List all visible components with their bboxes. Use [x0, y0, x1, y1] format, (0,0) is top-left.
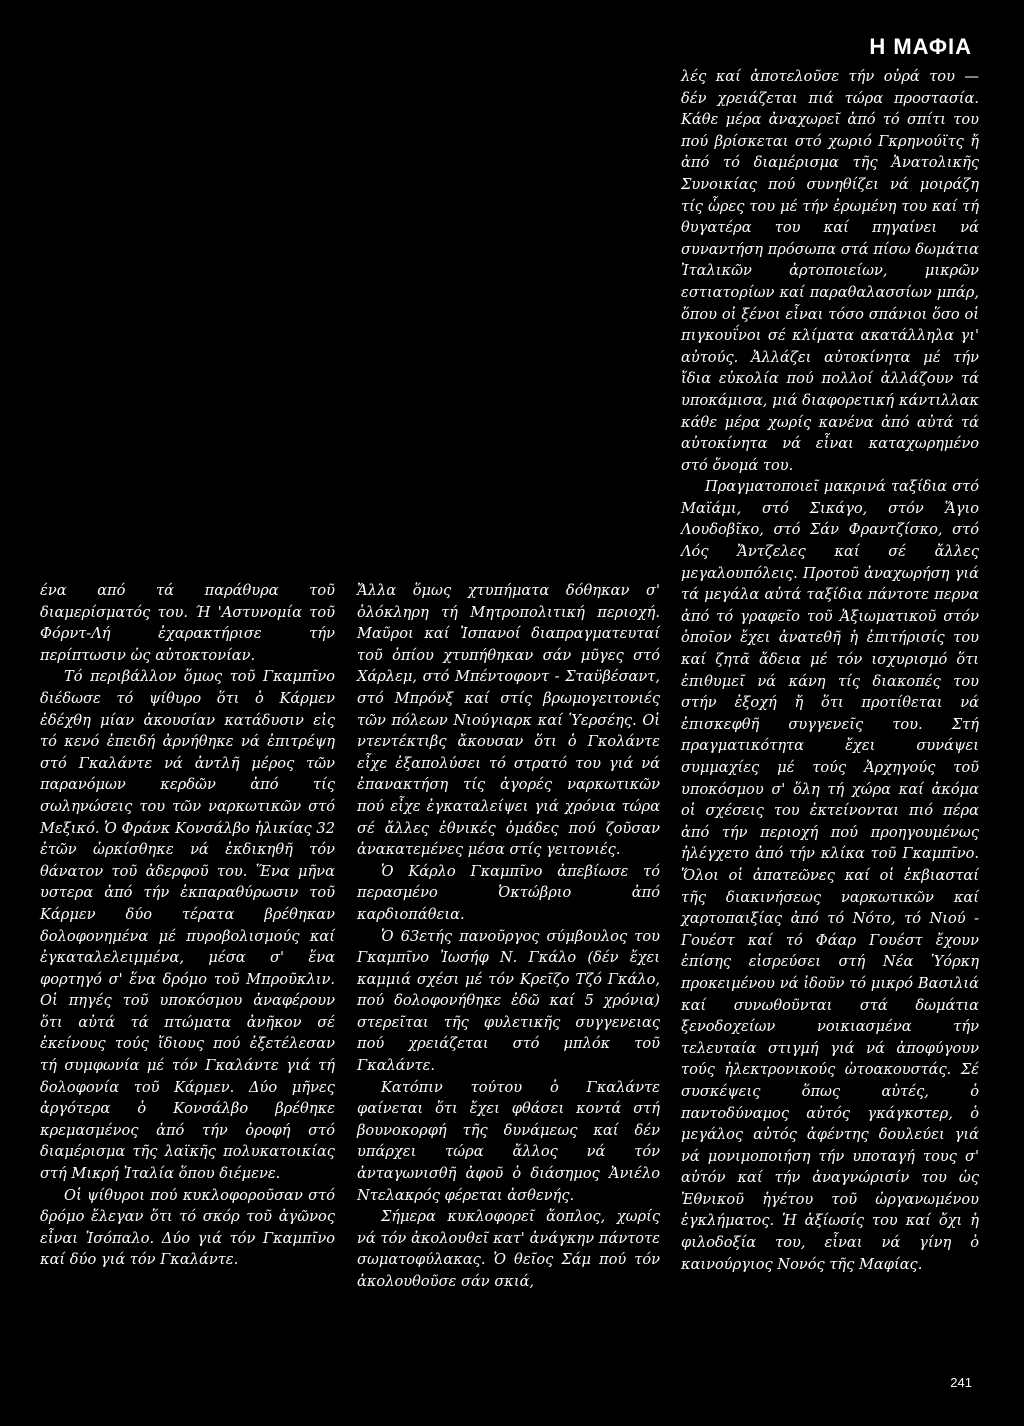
text-column-1 — [40, 580, 335, 1271]
paragraph: Τό περιβάλλον ὅμως τοῦ Γκαμπῖνο διέδωσε τό ψίθυρο ὅτι ὁ Κάρμεν ἐδέχθη μίαν ἀκουσίαν κατάδυσιν εἰς τό κενό ἐπειδή ἀρνήθηκε νά ἐπιτρέψη στό Γκαλάντε νά ἀντλῆ μέρος τῶν παρανόμων κερδῶν ἀπό τίς σωληνώσεις του τῶν ναρκωτικῶν στό Μεξικό. Ὁ Φράνκ Κονσάλβο ἡλικίας 32 ἐτῶν ὡρκίσθηκε νά ἐκδικηθῆ τόν θάνατον τοῦ ἀδερφοῦ του. Ἕνα μῆνα υστερα ἀπό τήν ἐκπαραθύρωσιν τοῦ Κάρμεν δύο τέρατα βρέθηκαν δολοφονημένα μέ πυροβολισμούς καί ἐγκαταλελειμμένα, μέσα σ' ἕνα φορτηγό σ' ἕνα δρόμο τοῦ Μπροῦκλιν. Οἱ πηγές τοῦ υποκόσμου ἀναφέρουν ὅτι αὐτά τά πτώματα ἀνῆκον σέ ἐκείνους τούς ἴδιους πού ἐξετέλεσαν τή συμφωνία μέ τόν Γκαλάντε γιά τή δολοφονία τοῦ Κάρμεν. Δύο μῆνες ἀργότερα ὁ Κονσάλβο βρέθηκε κρεμασμένος ἀπό τήν ὀροφή στό διαμέρισμα τῆς λαϊκῆς πολυκατοικίας στή Μικρή Ἰταλία ὅπου διέμενε. — [40, 668, 335, 1183]
page-number: 241 — [950, 1375, 972, 1390]
paragraph: Ὁ 63ετής πανοῦργος σύμβουλος του Γκαμπῖνο Ἰωσήφ Ν. Γκάλο (δέν ἔχει καμμιά σχέσι μέ τόν Κρεῖζο Τζό Γκάλο, πού δολοφονήθηκε ἐδῶ καί 5 χρόνια) στερεῖται τῆς φυλετικῆς συγγενειας πού χρειάζεται στό μπλόκ τοῦ Γκαλάντε. — [357, 927, 660, 1075]
paragraph: Οἱ ψίθυροι πού κυκλοφοροῦσαν στό δρόμο ἔλεγαν ὅτι τό σκόρ τοῦ ἀγῶνος εἶναι Ἰσόπαλο. Δύο γιά τόν Γκαμπῖνο καί δύο γιά τόν Γκαλάντε. — [40, 1186, 335, 1269]
text-column-2 — [357, 580, 660, 1293]
paragraph: Ὁ Κάρλο Γκαμπῖνο ἀπεβίωσε τό περασμένο Ὀκτώβριο ἀπό καρδιοπάθεια. — [357, 862, 660, 923]
paragraph: Ἄλλα ὅμως χτυπήματα δόθηκαν σ' ὁλόκληρη τή Μητροπολιτική περιοχή. Μαῦροι καί Ἰσπανοί διαπραγματευταί τοῦ ὀπίου χτυπήθηκαν σάν μῦγες στό Χάρλεμ, στό Μπέντοφοντ - Σταϋβέσαντ, στό Μπρόνξ καί στίς βρωμογειτονιές τῶν πόλεων Νιούγιαρκ καί Ὑερσέης. Οἱ ντεντέκτιβς ἄκουσαν ὅτι ὁ Γκολάντε εἶχε ἐξαπολύσει τό στρατό του γιά νά ἐπανακτήση τίς ἀγορές ναρκωτικῶν πού εἶχε ἐγκαταλείψει γιά χρόνια τώρα σέ ἄλλες ἐθνικές ὁμάδες πού ζοῦσαν ἀνακατεμένες μέσα στίς γειτονιές. — [357, 582, 660, 859]
paragraph: Πραγματοποιεῖ μακρινά ταξίδια στό Μαϊάμι, στό Σικάγο, στόν Ἅγιο Λουδοβῖκο, στό Σάν Φραντζίσκο, στό Λός Ἄντζελες καί σέ ἄλλες μεγαλουπόλεις. Προτοῦ ἀναχωρήση γιά τά μεγάλα αὐτά ταξίδια πάντοτε περνα ἀπό τό γραφεῖο τοῦ Ἀξιωματικοῦ στόν ὁποῖον ἔχει ἀνατεθῆ ἡ ἐπιτήρισίς του καί ζητᾶ ἄδεια μέ τόν ισχυρισμό ὅτι ἐπιθυμεῖ νά κάνη τίς διακοπές του στήν ἐξοχή ἤ ὅτι προτίθεται νά ἐπισκεφθῆ συγγενεῖς του. Στή πραγματικότητα ἔχει συνάψει συμμαχίες μέ τούς Ἀρχηγούς τοῦ υποκόσμου σ' ὅλη τή χώρα καί ἀκόμα οἱ σχέσεις του ἐκτείνονται πιό πέρα ἀπό τήν περιοχή πού προηγουμένως ἠλέγχετο ἀπό τήν κλίκα τοῦ Γκαμπῖνο. Ὅλοι οἱ ἀπατεῶνες καί οἱ ἐκβιασταί τῆς διακινήσεως ναρκωτικῶν καί χαρτοπαιξίας ἀπό τό Νότο, τό Νιού - Γουέστ καί τό Φάαρ Γουέστ ἔχουν ἐπίσης εἰσρεύσει στή Νέα Ὑόρκη προκειμένου νά ἰδοῦν τό μικρό Βασιλιά καί συνωθοῦνται στά δωμάτια ξενοδοχείων νοικιασμένα τήν τελευταία στιγμή γιά νά ἀποφύγουν τούς ἠλεκτρονικούς ὠτοακουστάς. Σέ συσκέψεις ὅπως αὐτές, ὁ παντοδύναμος αὐτός γκάγκστερ, ὁ μεγάλος αὐτός ἀφέντης δουλεύει γιά νά μονιμοποιήση τήν υποταγή τους σ' αὐτόν καί τήν ἀναγνώρισίν του ὡς Ἐθνικοῦ ἡγέτου τοῦ ὠργανωμένου ἐγκλήματος. Ἡ ἀξίωσίς του καί ὄχι ἡ φιλοδοξία του, εἶναι νά γίνη ὁ καινούργιος Νονός τῆς Μαφίας. — [681, 478, 979, 1273]
paragraph: λές καί ἀποτελοῦσε τήν οὐρά του — δέν χρειάζεται πιά τώρα προστασία. Κάθε μέρα ἀναχωρεῖ ἀπό τό σπίτι του πού βρίσκεται στό χωριό Γκρηνούϊτς ἤ ἀπό τό διαμέρισμα τῆς Ἀνατολικῆς Συνοικίας πού συνηθίζει νά μοιράζη τίς ὧρες του μέ τήν ἐρωμένη του καί τή θυγατέρα του καί πηγαίνει νά συναντήση πρόσωπα στά πίσω δωμάτια Ἰταλικῶν ἀρτοποιείων, μικρῶν εστιατορίων καί παραθαλασσίων μπάρ, ὅπου οἱ ξένοι εἶναι τόσο σπάνιοι ὅσο οἱ πιγκουΐνοι σέ κλίματα ακατάλληλα γι' αὐτούς. Ἀλλάζει αὐτοκίνητα μέ τήν ἴδια εὐκολία πού πολλοί ἀλλάζουν τά υποκάμισα, μιά διαφορετική κάντιλλακ κάθε μέρα χωρίς κανένα ἀπό αὐτά τά αὐτοκίνητα νά εἶναι καταχωρημένο στό ὄνομά του. — [681, 68, 979, 474]
paragraph: ένα από τά παράθυρα τοῦ διαμερίσματός του. Ή 'Αστυνομία τοῦ Φόρντ-Λή ἐχαρακτήρισε τήν περίπτωσιν ὡς αὐτοκτονίαν. — [40, 582, 335, 664]
paragraph: Σήμερα κυκλοφορεῖ ἄοπλος, χωρίς νά τόν ἀκολουθεῖ κατ' ἀνάγκην πάντοτε σωματοφύλακας. Ὁ θεῖος Σάμ πού τόν ἀκολουθοῦσε σάν σκιά, — [357, 1208, 660, 1290]
text-column-3 — [681, 66, 979, 1275]
paragraph: Κατόπιν τούτου ὁ Γκαλάντε φαίνεται ὅτι ἔχει φθάσει κοντά στή βουνοκορφή τῆς δυνάμεως καί δέν υπάρχει τώρα ἄλλος νά τόν ἀνταγωνισθῆ ἀφοῦ ὁ διάσημος Ἀνιέλο Ντελακρός φέρεται ἀσθενής. — [357, 1078, 660, 1204]
page-header-title: Η ΜΑΦΙΑ — [869, 34, 972, 59]
